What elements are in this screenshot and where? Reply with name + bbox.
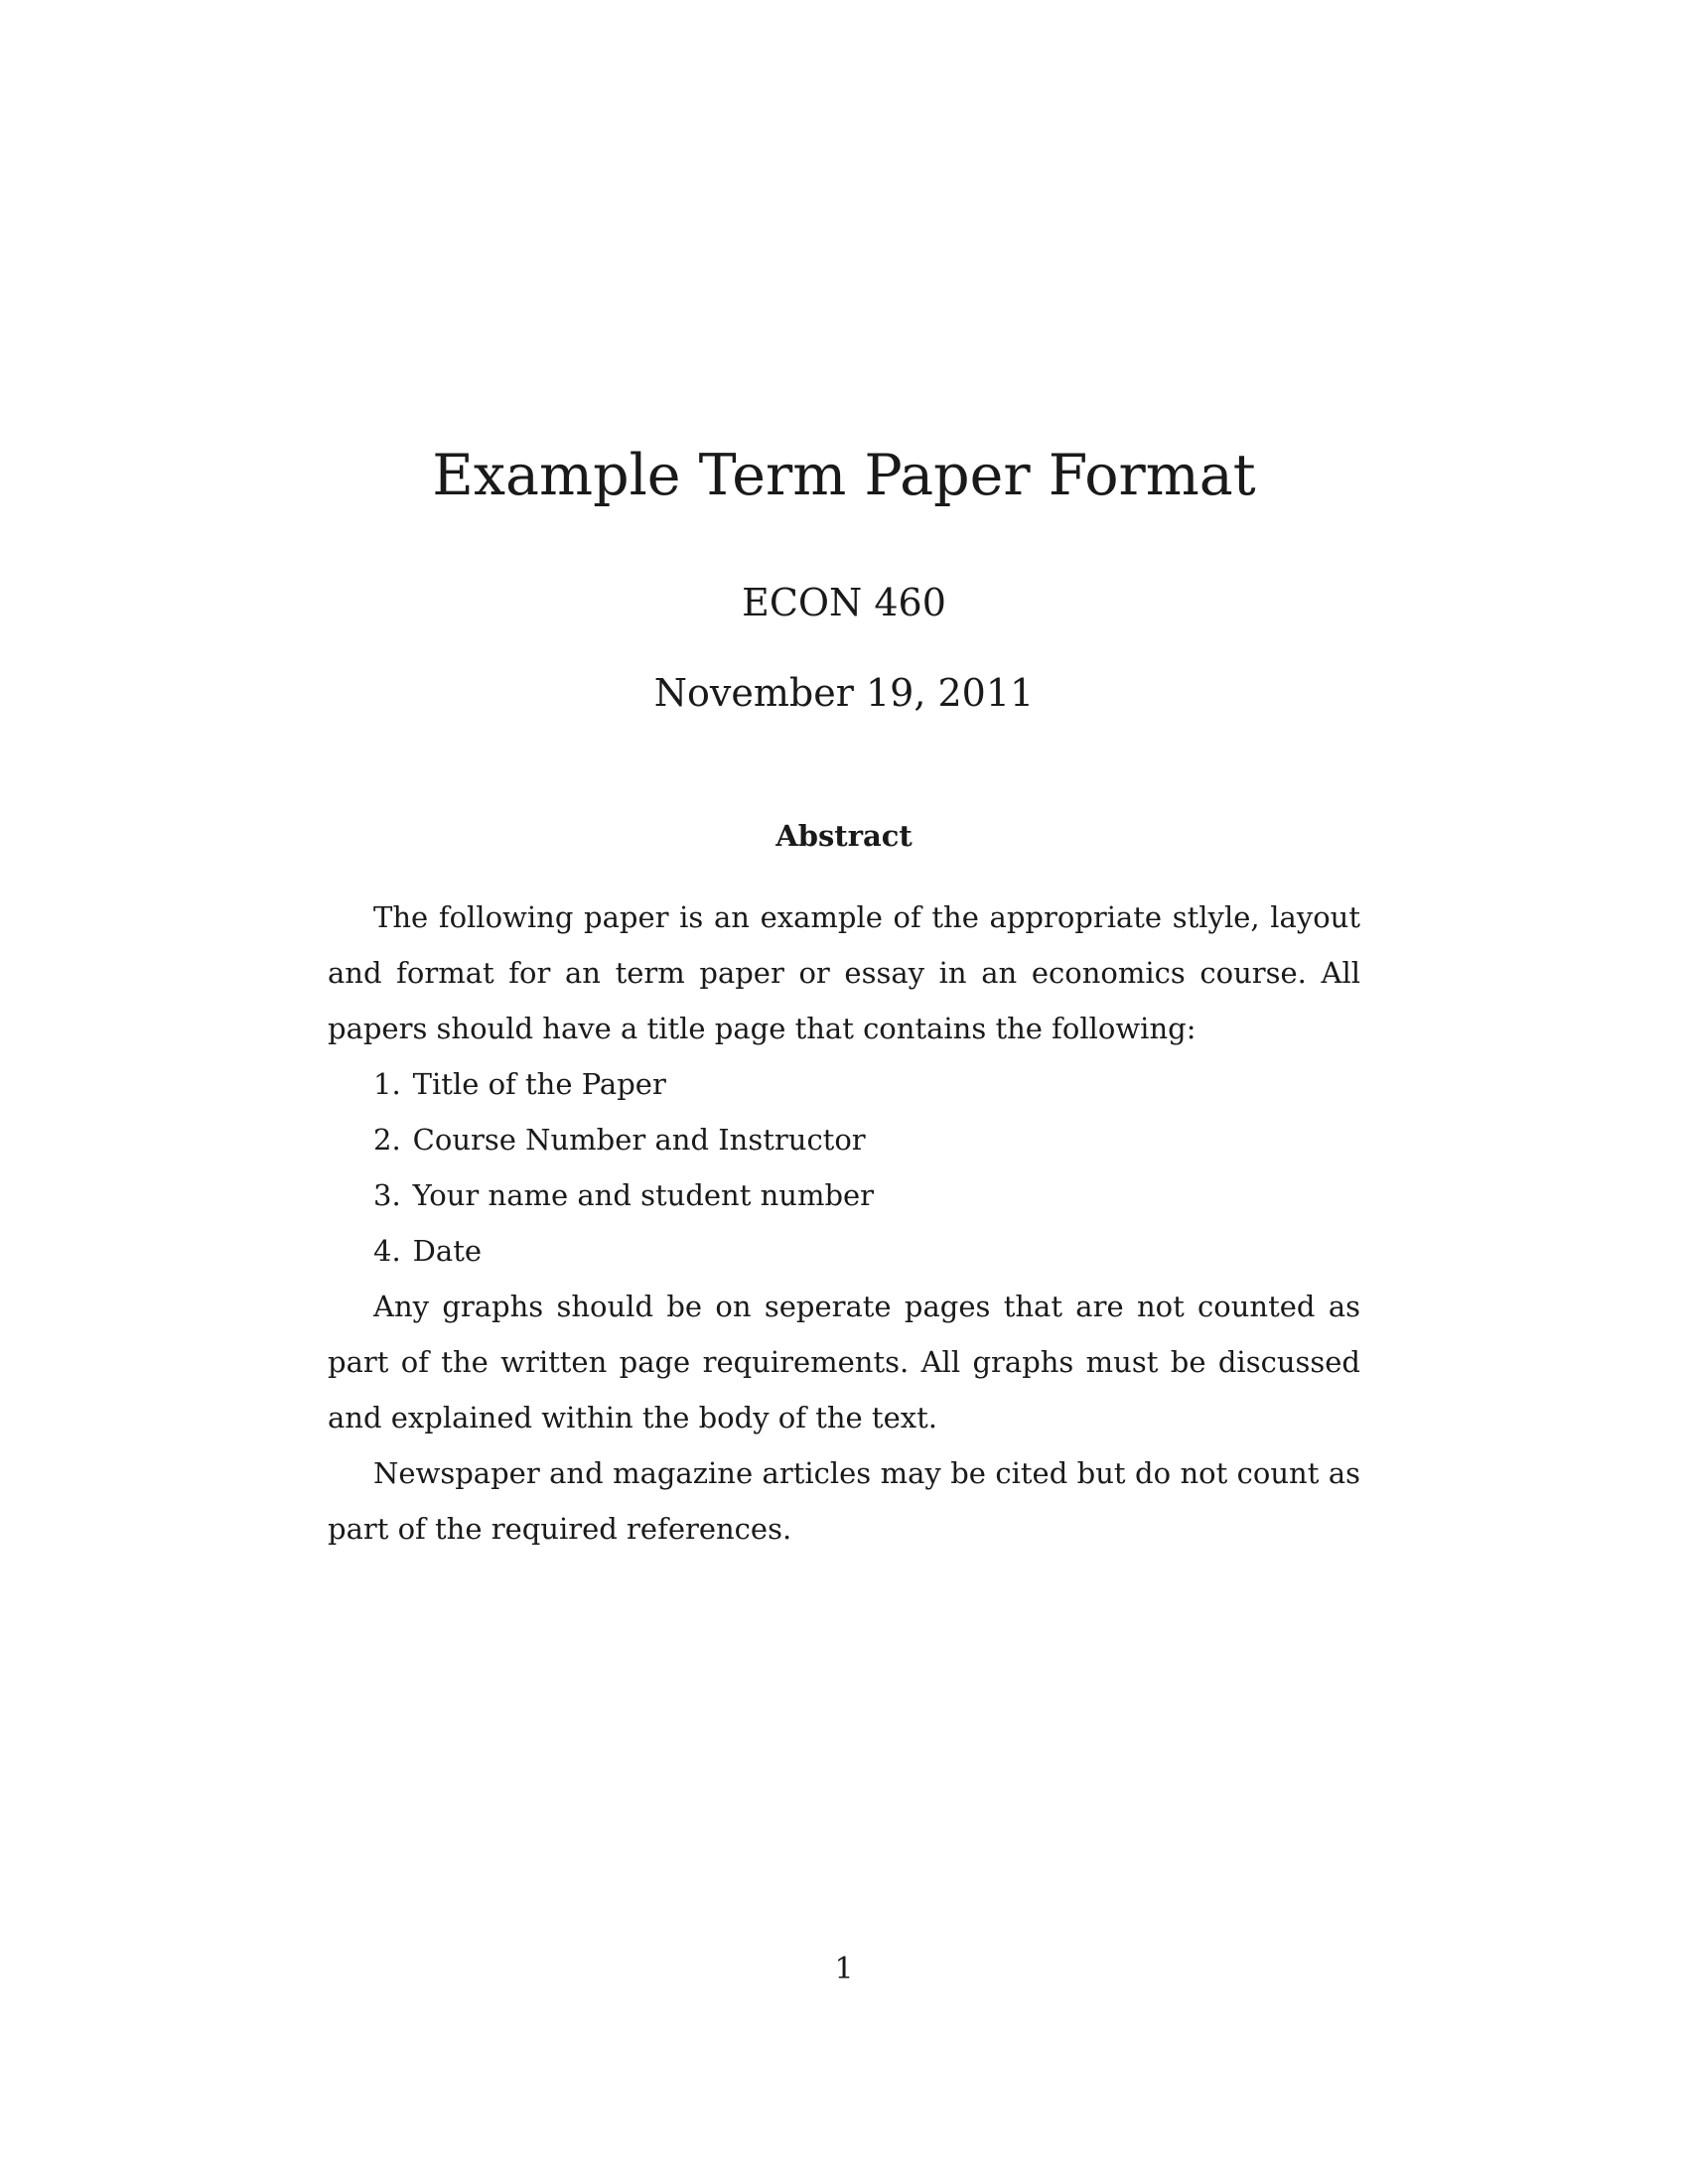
paper-date: November 19, 2011 — [653, 671, 1035, 715]
list-item — [328, 1223, 1360, 1279]
abstract-intro-paragraph: The following paper is an example of the appropriate stlyle, layout and format for an term paper or essay in an economics course. All papers should have a title page that contains the following: — [328, 900, 1360, 1045]
course-number: ECON 460 — [742, 581, 946, 624]
list-item-number: 2. — [373, 1123, 401, 1157]
list-item-text: Date — [412, 1234, 483, 1268]
list-item-number: 1. — [373, 1067, 401, 1101]
list-item-text: Your name and student number — [412, 1178, 875, 1212]
list-item-number: 3. — [373, 1178, 401, 1212]
title-page-requirements-list — [328, 1056, 1360, 1279]
abstract-heading: Abstract — [775, 819, 913, 853]
references-paragraph: Newspaper and magazine articles may be cited but do not count as part of the required references. — [328, 1456, 1360, 1546]
abstract-body — [328, 889, 1360, 1557]
list-item — [328, 1056, 1360, 1112]
paper-title: Example Term Paper Format — [432, 443, 1256, 508]
page-number: 1 — [834, 1952, 854, 1986]
list-item-text: Course Number and Instructor — [412, 1123, 866, 1157]
list-item-text: Title of the Paper — [412, 1067, 666, 1101]
graphs-paragraph: Any graphs should be on seperate pages that are not counted as part of the written page requirements. All graphs must be discussed and explained within the body of the text. — [328, 1290, 1360, 1434]
list-item-number: 4. — [373, 1234, 401, 1268]
list-item — [328, 1167, 1360, 1223]
list-item — [328, 1112, 1360, 1167]
